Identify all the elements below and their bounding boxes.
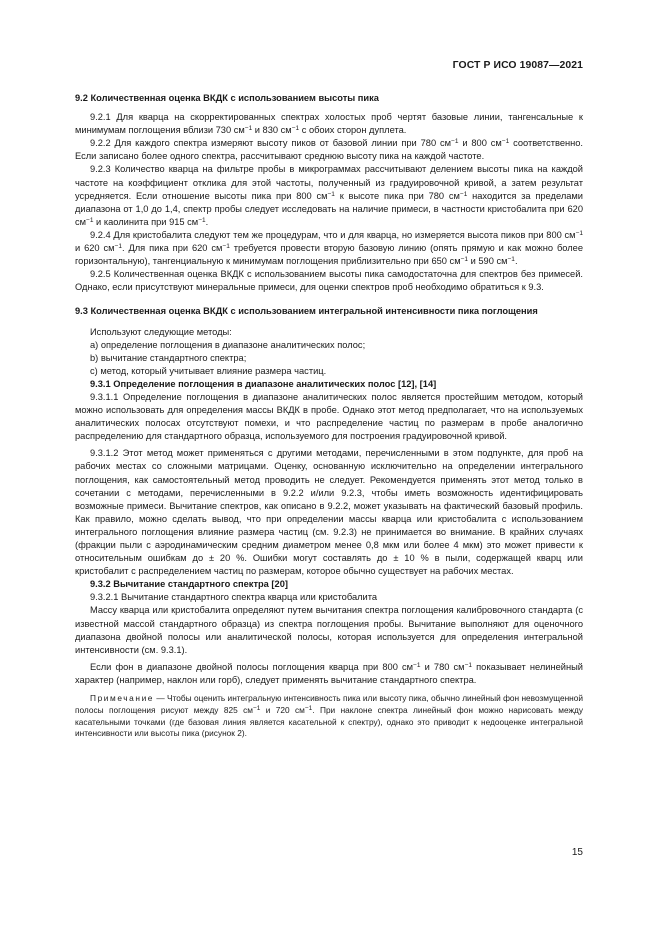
superscript: −1 [575, 229, 583, 237]
paragraph-9-3-2-1-title: 9.3.2.1 Вычитание стандартного спектра кварца или кристобалита [90, 592, 378, 603]
superscript: −1 [304, 704, 313, 712]
text-run: — Чтобы оценить интегральную интенсивность пика или высоту пика, обычно линейный фон невозмущенной полосы поглощения рисуют между 825 см [75, 693, 583, 715]
text-run: с обоих сторон дуплета. [299, 125, 407, 136]
methods-intro: Используют следующие методы: [90, 326, 232, 337]
paragraph-9-2-2 [75, 137, 583, 163]
text-run: и 720 см [260, 704, 305, 715]
text-run: показывает нелинейный характер (например, наклон или горб), следует применять вычитание стандартного спектра. [75, 661, 583, 685]
text-run: требуется провести вторую базовую линию (опять прямую и как можно более горизонтальную), тангенциальную к минимумам поглощения приблизительно при 650 см [75, 243, 583, 267]
superscript: −1 [198, 216, 206, 224]
text-run: и 780 см [420, 661, 465, 672]
superscript: −1 [86, 216, 94, 224]
paragraph-9-2-4 [75, 229, 583, 268]
text-run: находится за пределами диапазона от 1,0 до 1,4, спектр пробы следует исследовать на наличие примеси, в частности кристобалита при 620 см [75, 190, 583, 227]
subsection-heading-9-3-2: 9.3.2 Вычитание стандартного спектра [20] [90, 579, 288, 590]
superscript: −1 [464, 661, 472, 669]
superscript: −1 [222, 243, 230, 251]
text-run: и 830 см [252, 125, 292, 136]
text-run: и 590 см [468, 256, 508, 267]
document-code-header: ГОСТ Р ИСО 19087—2021 [452, 60, 583, 71]
text-run: соответственно. Если записано более одного спектра, рассчитывают среднюю высоту пика на каждой частоте. [75, 138, 584, 162]
text-run: и 800 см [458, 138, 502, 149]
page-body [75, 92, 583, 740]
paragraph-9-3-2-1-body: Массу кварца или кристобалита определяют путем вычитания спектра поглощения калибровочного стандарта (с известной массой стандартного образца) из спектра поглощения пробы. Вычитание выполняют для оценочного диапазона двойной полосы или аналитической полосы, которая используется для определения интегральной интенсивности (см. 9.3.1). [75, 605, 583, 655]
text-run: Если фон в диапазоне двойной полосы поглощения кварца при 800 см [90, 661, 414, 672]
paragraph-9-3-1-1: 9.3.1.1 Определение поглощения в диапазоне аналитических полос является простейшим методом, который можно использовать для определения массы ВКДК в пробе. Однако этот метод предполагает, что на используемых аналитических полосах отсутствуют помехи, и что распределение частиц по размерам в пробе аналогично распределению для стандартного образца, используемого для построения градуировочной кривой. [75, 391, 583, 442]
text-run: . При наклоне спектра линейный фон можно нарисовать между касательными точками (где базовая линия является касательной к спектру), однако это приводит к недооценке интегральной интенсивности или высоты пика (рисунок 2). [75, 704, 583, 739]
text-run: 9.2.3 Количество кварца на фильтре пробы в микрограммах рассчитывают делением высоты пика на каждой частоте на коэффициент отклика для этой частоты, полученный из градуировочной кривой, а затем результат усредняется. Если отношение высоты пика при 800 см [75, 164, 583, 201]
subsection-heading-9-3-1: 9.3.1 Определение поглощения в диапазоне аналитических полос [12], [14] [90, 378, 437, 389]
superscript: −1 [507, 256, 515, 264]
superscript: −1 [459, 190, 468, 198]
method-item-a: a) определение поглощения в диапазоне аналитических полос; [90, 339, 366, 350]
superscript: −1 [327, 190, 335, 198]
section-heading-9-3: 9.3 Количественная оценка ВКДК с использованием интегральной интенсивности пика поглощения [75, 306, 538, 317]
method-item-c: c) метод, который учитывает влияние размера частиц. [90, 365, 327, 376]
text-run: и 620 см [75, 243, 115, 254]
superscript: −1 [252, 704, 261, 712]
paragraph-9-3-1-2: 9.3.1.2 Этот метод может применяться с другими методами, перечисленными в этом подпункте, для проб на рабочих местах со сложными матрицами. Оценку, основанную исключительно на определении интегрального поглощения, как самостоятельный метод проводить не следует. Рекомендуется применять этот метод только в сочетании с методами, перечисленными в 9.2.2 и/или 9.2.3, чтобы иметь возможность идентифицировать возможные примеси. Вычитание спектров, как описано в 9.2.2, может указывать на фактический базовый профиль. Как правило, можно сделать вывод, что при определении массы кварца или кристобалита с использованием интегрального поглощения влияние размера частиц (см. 9.2.3) не принимается во внимание. В крайних случаях (фракции пыли с аэродинамическим средним диаметром менее 0,8 мкм или более 4 мкм) это может привести к относительным ошибкам до ± 20 %. Ошибки могут составлять до ± 10 % в пыли, содержащей кварц или кристобалит с распределением частиц по размерам, которое обычно существует на рабочих местах. [75, 448, 583, 577]
text-run: . [205, 216, 209, 227]
section-heading-9-2: 9.2 Количественная оценка ВКДК с использованием высоты пика [75, 93, 379, 103]
superscript: −1 [244, 125, 253, 133]
text-run: 9.2.1 Для кварца на скорректированных спектрах холостых проб чертят базовые линии, тангенсальные к минимумам поглощения вблизи 730 см [75, 112, 583, 136]
superscript: −1 [501, 138, 510, 146]
superscript: −1 [413, 661, 421, 669]
text-run: к высоте пика при 780 см [334, 190, 460, 201]
text-run: 9.2.4 Для кристобалита следуют тем же процедурам, что и для кварца, но измеряется высота пиков при 800 см [90, 229, 576, 240]
superscript: −1 [114, 243, 122, 251]
text-run: . [514, 256, 518, 267]
superscript: −1 [451, 138, 459, 146]
page-number: 15 [571, 847, 583, 858]
paragraph-9-2-5: 9.2.5 Количественная оценка ВКДК с использованием высоты пика самодостаточна для спектров без примесей. Однако, если присутствуют минеральные примеси, для оценки спектров проб необходимо обратиться к 9.3. [75, 269, 583, 293]
paragraph-background [75, 661, 583, 687]
superscript: −1 [460, 256, 469, 264]
note [75, 693, 583, 740]
paragraph-9-2-3 [75, 163, 583, 228]
note-label: Примечание [90, 693, 155, 704]
paragraph-9-2-1 [75, 111, 583, 137]
method-item-b: b) вычитание стандартного спектра; [90, 352, 247, 363]
text-run: и каолинита при 915 см [93, 216, 199, 227]
text-run: . Для пика при 620 см [121, 243, 223, 254]
superscript: −1 [291, 125, 300, 133]
text-run: 9.2.2 Для каждого спектра измеряют высоту пиков от базовой линии при 780 см [90, 138, 452, 149]
